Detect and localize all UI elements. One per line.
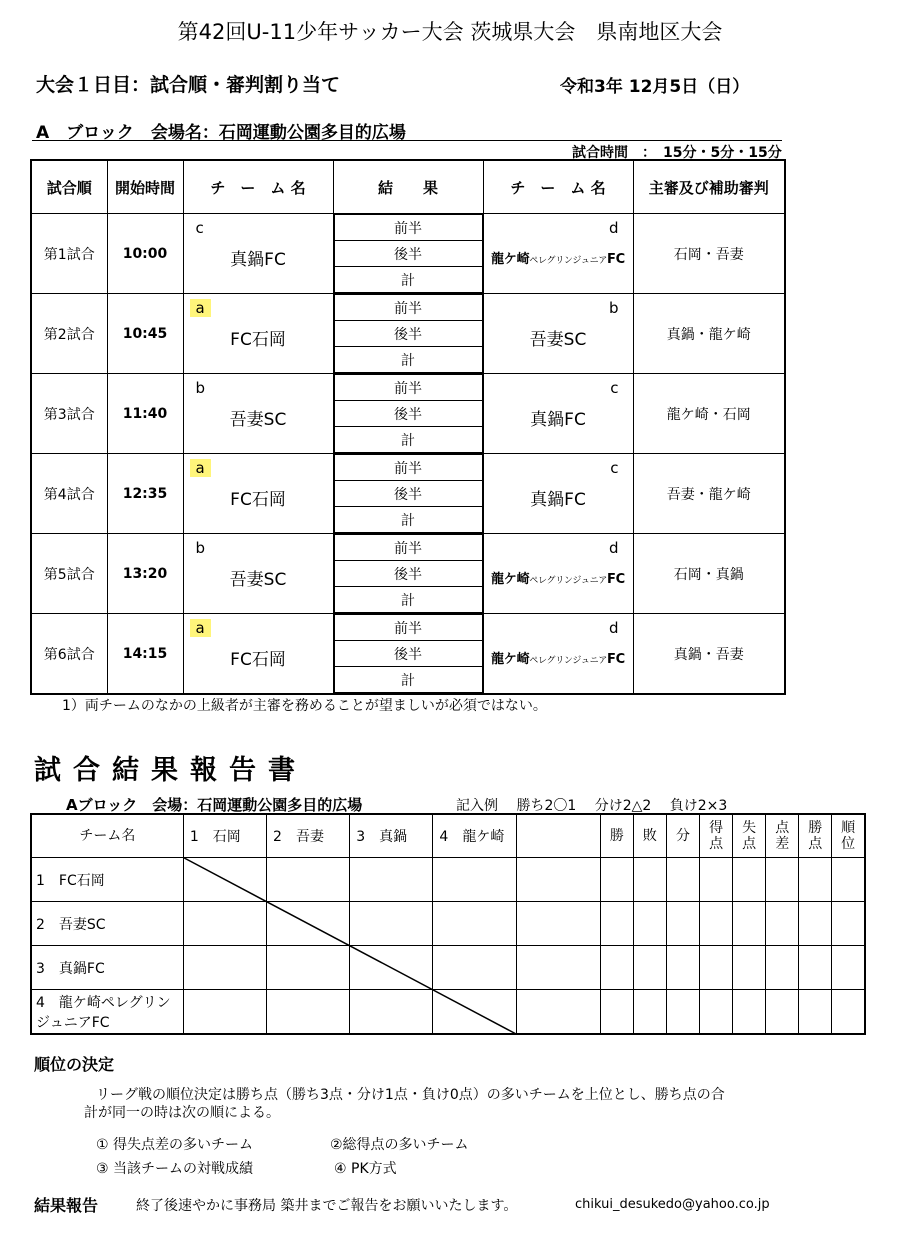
results-entry-cell[interactable] (183, 990, 266, 1035)
away-team-letter: c (610, 379, 619, 397)
result-report-heading: 結果報告 (34, 1196, 99, 1215)
results-header-opponent: 3 真鍋 (350, 814, 433, 858)
results-team-name: 4 龍ケ崎ペレグリンジュニアFC (31, 990, 183, 1035)
match-row (31, 614, 785, 695)
result-total: 計 (334, 267, 482, 293)
results-header-win: 勝 (600, 814, 633, 858)
results-entry-cell[interactable] (832, 946, 865, 990)
results-entry-cell[interactable] (700, 946, 733, 990)
away-team-letter: d (608, 619, 619, 637)
results-entry-cell[interactable] (600, 902, 633, 946)
results-entry-cell[interactable] (516, 858, 600, 902)
contact-email[interactable]: chikui_desukedo@yahoo.co.jp (575, 1197, 770, 1212)
results-entry-cell[interactable] (766, 946, 799, 990)
ranking-text-line1: リーグ戦の順位決定は勝ち点（勝ち3点・分け1点・負け0点）の多いチームを上位とし、勝ち点の合 (96, 1087, 725, 1103)
results-entry-cell[interactable] (267, 858, 350, 902)
ranking-criterion: ③ 当該チームの対戦成績 (96, 1161, 254, 1177)
result-first-half: 前半 (334, 535, 482, 561)
results-entry-cell[interactable] (633, 858, 666, 902)
results-entry-cell[interactable] (766, 990, 799, 1035)
away-team-name: 真鍋FC (530, 490, 586, 510)
results-entry-cell[interactable] (267, 990, 350, 1035)
match-time: 試合時間 ： 15分・5分・15分 (572, 145, 782, 161)
results-entry-cell[interactable] (700, 902, 733, 946)
match-start-time: 13:20 (107, 534, 183, 614)
away-team-name: 龍ケ崎ペレグリンジュニアFC (491, 652, 625, 667)
results-row (31, 990, 865, 1035)
result-report-text: 終了後速やかに事務局 築井までご報告をお願いいたします。 (136, 1198, 518, 1214)
referees: 石岡・吾妻 (633, 214, 785, 294)
results-row (31, 946, 865, 990)
away-team-letter: d (608, 219, 619, 237)
results-team-name: 1 FC石岡 (31, 858, 183, 902)
away-team-name: 真鍋FC (530, 410, 586, 430)
away-team-cell (483, 454, 633, 534)
home-team-name: 吾妻SC (229, 410, 287, 430)
results-entry-cell[interactable] (600, 990, 633, 1035)
results-entry-cell[interactable] (733, 858, 766, 902)
match-order: 第6試合 (31, 614, 107, 695)
results-entry-cell[interactable] (733, 990, 766, 1035)
results-entry-cell[interactable] (183, 946, 266, 990)
home-team-cell (183, 214, 333, 294)
results-row (31, 858, 865, 902)
results-entry-cell[interactable] (832, 858, 865, 902)
ranking-criterion: ① 得失点差の多いチーム (96, 1137, 254, 1153)
away-team-cell (483, 534, 633, 614)
home-team-name: FC石岡 (230, 490, 286, 510)
result-cell[interactable] (333, 454, 483, 534)
schedule-note: 1）両チームのなかの上級者が主審を務めることが望ましいが必須ではない。 (62, 698, 547, 714)
results-entry-cell[interactable] (666, 858, 699, 902)
ranking-criterion: ④ PK方式 (334, 1161, 397, 1177)
referees: 真鍋・吾妻 (633, 614, 785, 695)
ranking-criterion: ②総得点の多いチーム (330, 1137, 469, 1153)
match-order: 第1試合 (31, 214, 107, 294)
event-date: 令和3年 12月5日（日） (560, 77, 750, 97)
results-entry-cell[interactable] (666, 990, 699, 1035)
results-team-name: 2 吾妻SC (31, 902, 183, 946)
results-entry-cell[interactable] (799, 946, 832, 990)
results-entry-cell[interactable] (600, 858, 633, 902)
results-header-points: 勝 点 (799, 814, 832, 858)
result-total: 計 (334, 427, 482, 453)
away-team-cell (483, 614, 633, 695)
match-order: 第4試合 (31, 454, 107, 534)
match-start-time: 12:35 (107, 454, 183, 534)
match-order: 第2試合 (31, 294, 107, 374)
result-first-half: 前半 (334, 615, 482, 641)
results-entry-cell[interactable] (633, 946, 666, 990)
home-team-cell (183, 614, 333, 695)
result-first-half: 前半 (334, 215, 482, 241)
match-row (31, 214, 785, 294)
home-team-name: FC石岡 (230, 650, 286, 670)
results-entry-cell[interactable] (433, 902, 516, 946)
away-team-letter: c (610, 459, 619, 477)
results-entry-cell[interactable] (832, 990, 865, 1035)
results-header-draw: 分 (666, 814, 699, 858)
result-total: 計 (334, 347, 482, 373)
result-cell[interactable] (333, 374, 483, 454)
results-entry-cell[interactable] (433, 946, 516, 990)
report-example: 記入例 勝ち2〇1 分け2△2 負け2×3 (456, 798, 728, 814)
results-entry-cell[interactable] (433, 858, 516, 902)
result-cell[interactable] (333, 614, 483, 695)
match-start-time: 11:40 (107, 374, 183, 454)
result-second-half: 後半 (334, 241, 482, 267)
match-row (31, 294, 785, 374)
results-entry-cell[interactable] (516, 946, 600, 990)
results-entry-cell[interactable] (700, 990, 733, 1035)
results-entry-cell[interactable] (666, 946, 699, 990)
results-header-rank: 順 位 (832, 814, 865, 858)
results-header-goals-for: 得 点 (700, 814, 733, 858)
report-title: 試合結果報告書 (34, 755, 307, 786)
result-total: 計 (334, 587, 482, 613)
result-cell[interactable] (333, 534, 483, 614)
ranking-heading: 順位の決定 (34, 1055, 115, 1074)
home-team-letter: b (195, 539, 206, 557)
results-entry-cell[interactable] (183, 902, 266, 946)
results-entry-cell[interactable] (350, 946, 433, 990)
away-team-cell (483, 214, 633, 294)
match-order: 第3試合 (31, 374, 107, 454)
result-cell[interactable] (333, 214, 483, 294)
home-team-cell (183, 534, 333, 614)
results-table (30, 813, 866, 1035)
results-entry-cell[interactable] (799, 990, 832, 1035)
referees: 吾妻・龍ケ崎 (633, 454, 785, 534)
header-order: 試合順 (31, 160, 107, 214)
schedule-table (30, 159, 786, 695)
away-team-letter: d (608, 539, 619, 557)
result-second-half: 後半 (334, 641, 482, 667)
home-team-cell (183, 294, 333, 374)
match-order: 第5試合 (31, 534, 107, 614)
header-referees: 主審及び補助審判 (633, 160, 785, 214)
results-entry-cell[interactable] (700, 858, 733, 902)
away-team-cell (483, 374, 633, 454)
results-header-loss: 敗 (633, 814, 666, 858)
report-block-venue: Aブロック 会場：石岡運動公園多目的広場 (66, 796, 363, 814)
results-entry-cell[interactable] (666, 902, 699, 946)
results-entry-cell[interactable] (600, 946, 633, 990)
results-header-goal-diff: 点 差 (766, 814, 799, 858)
referees: 龍ケ崎・石岡 (633, 374, 785, 454)
home-team-cell (183, 454, 333, 534)
home-team-name: 真鍋FC (230, 250, 286, 270)
header-team-away: チ ー ム 名 (483, 160, 633, 214)
results-row (31, 902, 865, 946)
results-header-goals-against: 失 点 (733, 814, 766, 858)
header-start-time: 開始時間 (107, 160, 183, 214)
results-header-opponent (516, 814, 600, 858)
results-entry-cell[interactable] (267, 946, 350, 990)
result-total: 計 (334, 667, 482, 693)
match-row (31, 374, 785, 454)
away-team-cell (483, 294, 633, 374)
home-team-letter: a (190, 299, 211, 317)
home-team-letter: a (190, 619, 211, 637)
results-entry-cell[interactable] (350, 990, 433, 1035)
away-team-letter: b (608, 299, 619, 317)
results-entry-cell[interactable] (633, 990, 666, 1035)
match-start-time: 10:00 (107, 214, 183, 294)
results-header-opponent: 2 吾妻 (267, 814, 350, 858)
result-second-half: 後半 (334, 401, 482, 427)
result-first-half: 前半 (334, 295, 482, 321)
results-entry-cell[interactable] (766, 902, 799, 946)
results-entry-cell[interactable] (267, 902, 350, 946)
referees: 真鍋・龍ケ崎 (633, 294, 785, 374)
away-team-name: 龍ケ崎ペレグリンジュニアFC (491, 252, 625, 267)
results-entry-cell[interactable] (766, 858, 799, 902)
results-entry-cell[interactable] (516, 990, 600, 1035)
results-entry-cell[interactable] (832, 902, 865, 946)
match-start-time: 14:15 (107, 614, 183, 695)
home-team-letter: a (190, 459, 211, 477)
home-team-name: 吾妻SC (229, 570, 287, 590)
results-header-opponent: 4 龍ケ崎 (433, 814, 516, 858)
day-heading: 大会１日目：試合順・審判割り当て (36, 74, 341, 96)
block-venue: A ブロック 会場名：石岡運動公園多目的広場 (36, 123, 406, 143)
match-row (31, 454, 785, 534)
result-second-half: 後半 (334, 321, 482, 347)
header-result: 結 果 (333, 160, 483, 214)
home-team-name: FC石岡 (230, 330, 286, 350)
results-entry-cell[interactable] (350, 858, 433, 902)
home-team-letter: b (195, 379, 206, 397)
result-first-half: 前半 (334, 375, 482, 401)
results-entry-cell[interactable] (733, 946, 766, 990)
match-start-time: 10:45 (107, 294, 183, 374)
result-cell[interactable] (333, 294, 483, 374)
results-entry-cell[interactable] (633, 902, 666, 946)
away-team-name: 龍ケ崎ペレグリンジュニアFC (491, 572, 625, 587)
block-underline (32, 140, 782, 141)
header-team-home: チ ー ム 名 (183, 160, 333, 214)
results-entry-cell[interactable] (733, 902, 766, 946)
results-entry-cell[interactable] (799, 858, 832, 902)
result-second-half: 後半 (334, 481, 482, 507)
home-team-letter: c (195, 219, 204, 237)
home-team-cell (183, 374, 333, 454)
results-team-name: 3 真鍋FC (31, 946, 183, 990)
tournament-title: 第42回U-11少年サッカー大会 茨城県大会 県南地区大会 (177, 20, 723, 44)
results-header-team: チーム名 (31, 814, 183, 858)
ranking-text-line2: 計が同一の時は次の順による。 (84, 1105, 280, 1121)
referees: 石岡・真鍋 (633, 534, 785, 614)
results-header-opponent: 1 石岡 (183, 814, 266, 858)
match-row (31, 534, 785, 614)
away-team-name: 吾妻SC (529, 330, 587, 350)
result-second-half: 後半 (334, 561, 482, 587)
results-entry-cell[interactable] (350, 902, 433, 946)
results-entry-cell[interactable] (799, 902, 832, 946)
result-first-half: 前半 (334, 455, 482, 481)
results-entry-cell[interactable] (183, 858, 266, 902)
results-entry-cell[interactable] (433, 990, 516, 1035)
results-entry-cell[interactable] (516, 902, 600, 946)
result-total: 計 (334, 507, 482, 533)
